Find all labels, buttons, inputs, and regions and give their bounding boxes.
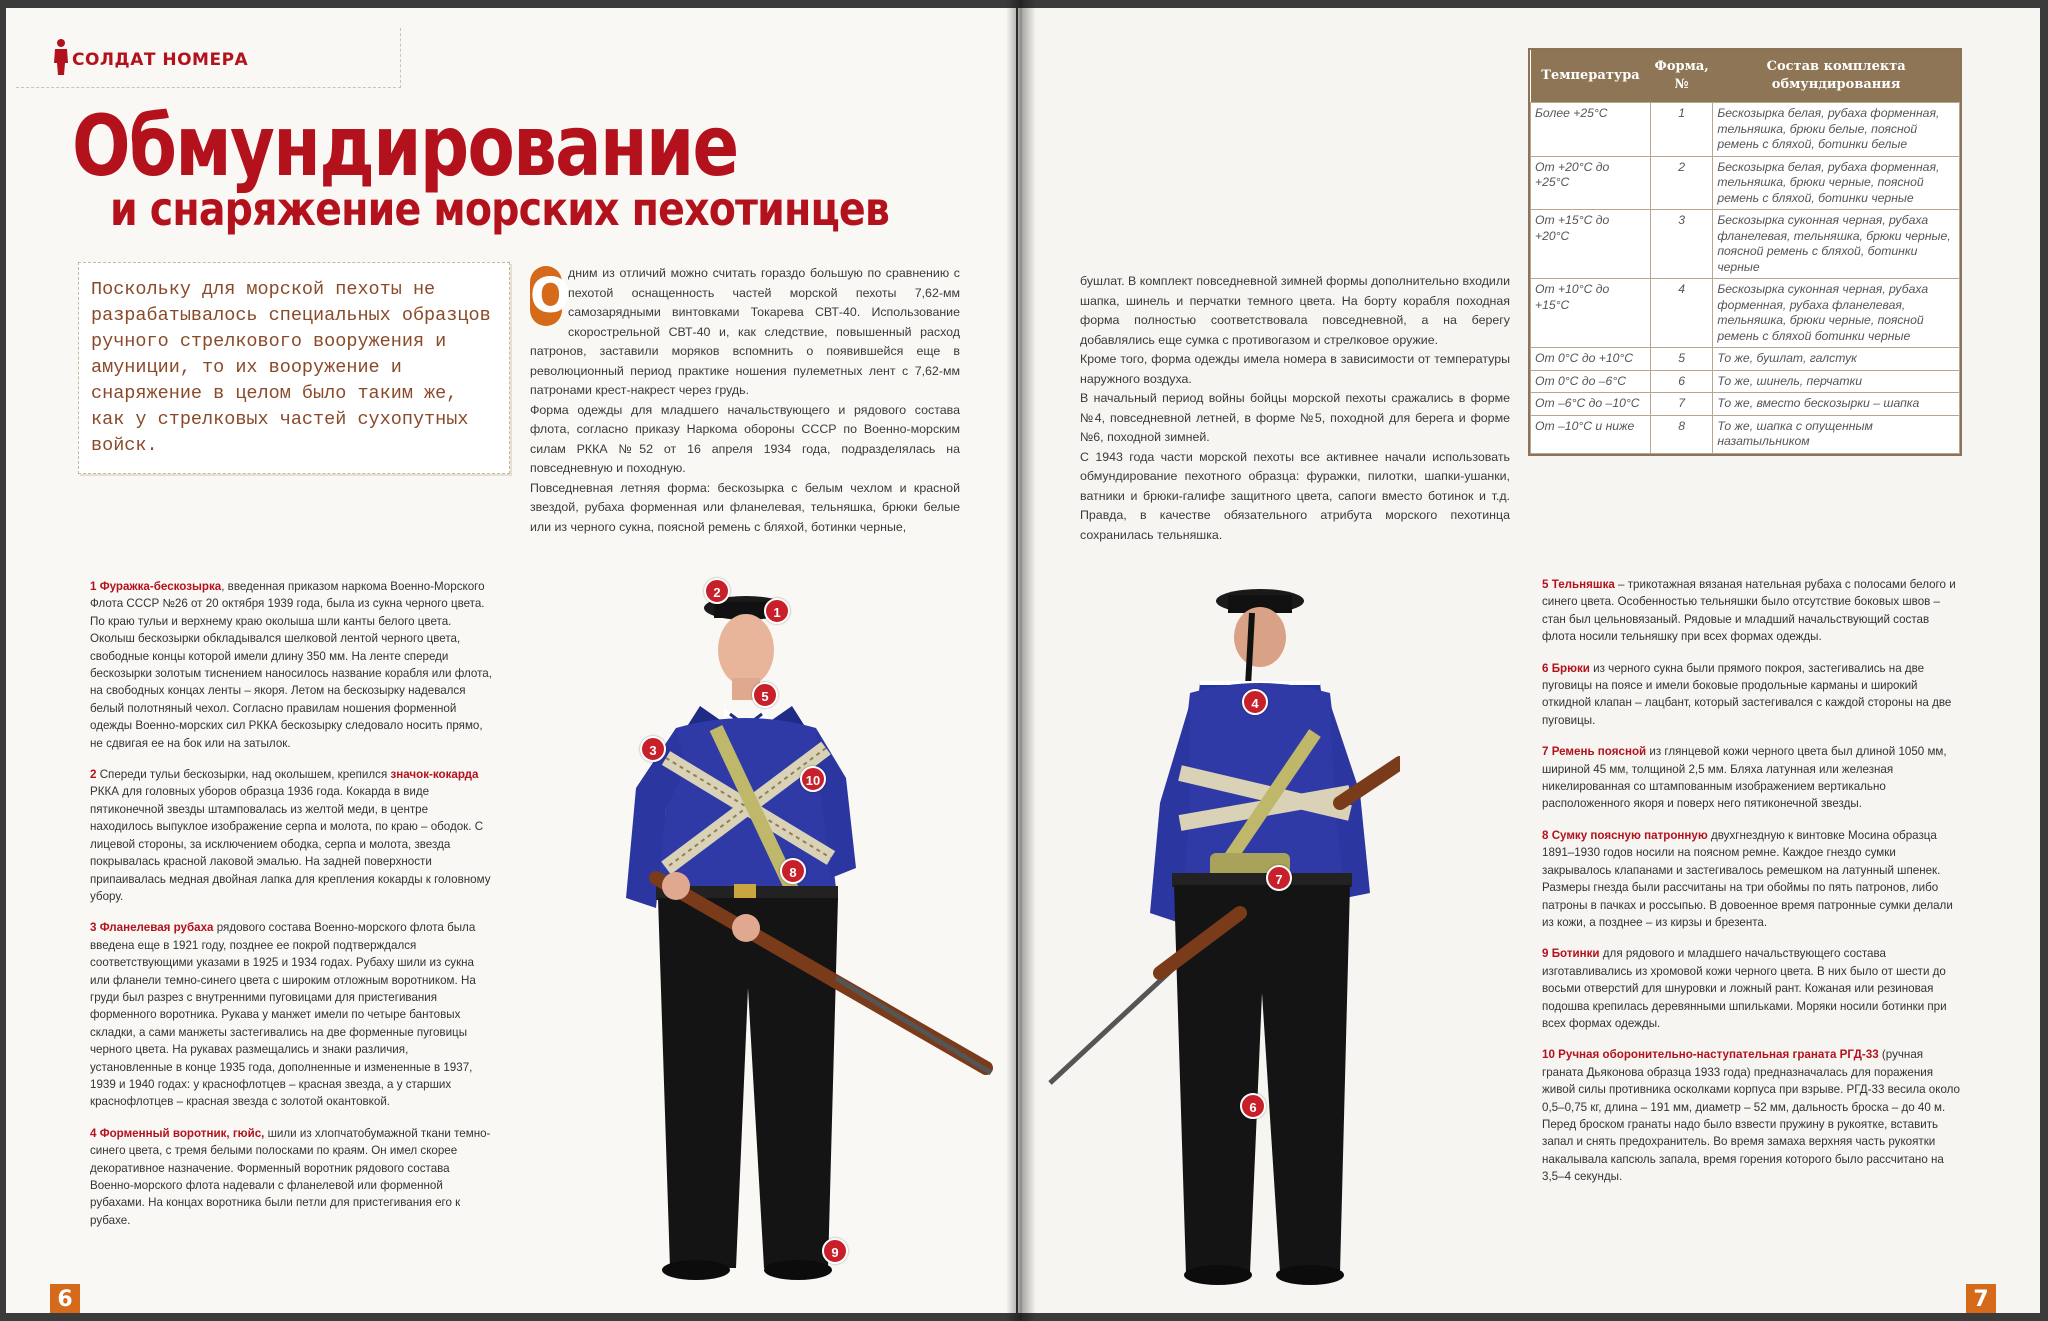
- table-row: От 0°С до –6°С 6 То же, шинель, перчатки: [1531, 370, 1960, 393]
- body-paragraph: В начальный период войны бойцы морской пехоты сражались в форме №4, повседневной летней, в форме №5, походной для берега и форме №6, походной зимней.: [1080, 391, 1510, 444]
- table-row: От +20°С до +25°С 2 Бескозырка белая, рубаха форменная, тельняшка, брюки черные, поясной ремень с бляхой, ботинки черные: [1531, 156, 1960, 210]
- caption-item: 5 Тельняшка – трикотажная вязаная нательная рубаха с полосами белого и синего цвета. Особенностью тельняшки было отсутствие боковых швов – стан был цельновязаный. Рядовые и младший начальствующий состав флота носили тельняшку при всех формах одежды.: [1542, 578, 1956, 644]
- dropcap: О: [530, 268, 571, 324]
- intro-paragraph: дним из отличий можно считать гораздо большую по сравнению с пехотой оснащенность частей морской пехоты 7,62-мм самозарядными винтовками Токарева СВТ-40. Использование скорострельной СВТ-40 и, как следствие, повышенный расход патронов, заставили моряков вспомнить о появившейся еще в революционный период практике ношения пулеметных лент с 7,62-мм патронами крест-накрест через грудь.: [530, 266, 960, 397]
- right-captions: [1542, 576, 1964, 1200]
- intro-paragraph: Повседневная летняя форма: бескозырка с белым чехлом и красной звездой, рубаха форменная или фланелевая, тельняшка, брюки белые или из черного сукна, поясной ремень с бляхой, ботинки черные,: [530, 480, 960, 534]
- sailor-back-figure: [1040, 573, 1400, 1293]
- right-body-text: [1080, 272, 1510, 545]
- intro-text: [530, 264, 960, 537]
- caption-item: 1 Фуражка-бескозырка, введенная приказом наркома Военно-Морского Флота СССР №26 от 20 октября 1939 года, была из сукна черного цвета. По краю тульи и верхнему краю околыша шли канты белого цвета. Околыш бескозырки обкладывался шелковой лентой черного цвета, свободные концы которой имели длину 350 мм. На ленте спереди бескозырки золотым тиснением наносилось название корабля или флота, на свободных концах ленты – якоря. Летом на бескозырку надевался белый полотняный чехол. Согласно правилам ношения форменной одежды Военно-морских сил РККА бескозырку следовало носить прямо, не сдвигая ее на бок или на затылок.: [90, 580, 492, 750]
- page-title-line2: и снаряжение морских пехотинцев: [110, 182, 890, 236]
- callout-badge: 10: [800, 766, 826, 792]
- page-number-left: 6: [50, 1284, 80, 1313]
- page-number-right: 7: [1966, 1284, 1996, 1313]
- caption-item: 4 Форменный воротник, гюйс, шили из хлопчатобумажной ткани темно-синего цвета, с тремя белыми полосками по краям. Он имел скорее декоративное назначение. Форменный воротник рядового состава Военно-морского флота надевали с фланелевой или форменной рубахами. На концах воротника были петли для пристегивания его к рубахе.: [90, 1126, 491, 1227]
- caption-item: 6 Брюки из черного сукна были прямого покроя, застегивались на две пуговицы на поясе и имели боковые продольные карманы и широкий откидной клапан – лацбант, который застегивался с каждой стороны на две пуговицы.: [1542, 661, 1952, 727]
- callout-badge: 6: [1240, 1093, 1266, 1119]
- body-paragraph: бушлат. В комплект повседневной зимней формы дополнительно входили шапка, шинель и перчатки темного цвета. На борту корабля походная форма полностью соответствовала повседневной, а на берегу добавлялись еще сумка с противогазом и стрелковое оружие.: [1080, 274, 1510, 347]
- right-page: [1018, 8, 2040, 1313]
- caption-item: 3 Фланелевая рубаха рядового состава Военно-морского флота была введена еще в 1921 году, позднее ее покрой подтверждался соответствующими указами в 1925 и 1934 годах. Рубаху шили из сукна или фланели темно-синего цвета с широким отложным воротником. На груди был разрез с внутренними пуговицами для пристегивания форменного воротника. Рукава у манжет имели по четыре бантовых складки, а сами манжеты застегивались на две форменные пуговицы черного цвета. На рукавах размещались и знаки различия, установленные в конце 1935 года, дополненные и измененные в 1937, 1939 и 1940 годах: у краснофлотцев – красная звезда, а у старших краснофлотцев – красная звезда с золотой окантовкой.: [90, 921, 476, 1109]
- page-title-line1: Обмундирование: [72, 97, 738, 195]
- caption-item: 9 Ботинки для рядового и младшего начальствующего состава изготавливались из хромовой кожи черного цвета. В них было от шести до восьми отверстий для шнуровки и ложный рант. Кожаная или резиновая подошва крепилась деревянными шпильками. Моряки носили ботинки при всех формах одежды.: [1542, 947, 1947, 1030]
- body-paragraph: Кроме того, форма одежды имела номера в зависимости от температуры наружного воздуха.: [1080, 352, 1510, 386]
- callout-badge: 4: [1242, 689, 1268, 715]
- sailor-front-figure: [596, 568, 996, 1288]
- caption-item: 7 Ремень поясной из глянцевой кожи черного цвета был длиной 1050 мм, шириной 45 мм, толщиной 2,5 мм. Бляха латунная или железная никелированная со штампованным изображением вертикально расположенного якоря и поверх него пятиконечной звезды.: [1542, 745, 1947, 811]
- left-captions: [90, 578, 494, 1243]
- table-row: Более +25°С 1 Бескозырка белая, рубаха форменная, тельняшка, брюки белые, поясной ремень с бляхой, ботинки белые: [1531, 103, 1960, 157]
- table-row: От +15°С до +20°С 3 Бескозырка суконная черная, рубаха фланелевая, тельняшка, брюки черные, поясной ремень с бляхой, ботинки черные: [1531, 210, 1960, 279]
- book-spine: [1006, 0, 1036, 1321]
- table-row: От 0°С до +10°С 5 То же, бушлат, галстук: [1531, 348, 1960, 371]
- callout-badge: 3: [640, 736, 666, 762]
- caption-item: 2 Спереди тульи бескозырки, над околышем, крепился значок-кокарда РККА для головных уборов образца 1936 года. Кокарда в виде пятиконечной звезды штамповалась из желтой меди, в центре находилось выпуклое изображение серпа и молота, по краю – ободок. С лицевой стороны, за исключением ободка, серпа и молота, звезда покрывалась красной лаковой эмалью. На задней поверхности припаивалась медная двойная лапка для крепления кокарды к головному убору.: [90, 768, 491, 903]
- left-page: [6, 8, 1016, 1313]
- front-soldier-illustration: [596, 568, 996, 1288]
- callout-badge: 5: [752, 682, 778, 708]
- rubric-box: [16, 28, 401, 88]
- body-paragraph: С 1943 года части морской пехоты все активнее начали использовать обмундирование пехотного образца: фуражки, пилотки, шапки-ушанки, ватники и брюки-галифе защитного цвета, сапоги вместо ботинок и т.д. Правда, в качестве обязательного атрибута морского пехотинца сохранилась тельняшка.: [1080, 449, 1510, 542]
- callout-badge: 1: [764, 598, 790, 624]
- caption-item: 8 Сумку поясную патронную двухгнездную к винтовке Мосина образца 1891–1930 годов носили на поясном ремне. Каждое гнездо сумки закрывалось клапанами и застегивалось ремешком на латунный шпенек. Размеры гнезда были рассчитаны на три обоймы по пять патронов, либо патроны в пачках и россыпью. В довоенное время патронные сумки делали из кожи, а позднее – из кирзы и брезента.: [1542, 828, 1953, 929]
- table-row: От –6°С до –10°С 7 То же, вместо бескозырки – шапка: [1531, 393, 1960, 416]
- lead-box: Поскольку для морской пехоты не разрабатывалось специальных образцов ручного стрелкового вооружения и амуниции, то их вооружение и снаряжение в целом было таким же, как у стрелковых частей сухопутных войск.: [78, 262, 510, 474]
- table-header: Состав комплекта обмундирования: [1713, 50, 1960, 103]
- intro-paragraph: Форма одежды для младшего начальствующего и рядового состава флота, согласно приказу Наркома обороны СССР по Военно-морским силам РККА №52 от 16 апреля 1934 года, подразделялась на повседневную и походную.: [530, 402, 960, 475]
- back-soldier-illustration: [1040, 573, 1400, 1293]
- uniform-table: [1528, 48, 1962, 456]
- rubric-label: СОЛДАТ НОМЕРА: [72, 50, 249, 70]
- callout-badge: 9: [822, 1238, 848, 1264]
- table-header: Температура: [1531, 50, 1651, 103]
- callout-badge: 8: [780, 858, 806, 884]
- caption-item: 10 Ручная оборонительно-наступательная граната РГД-33 (ручная граната Дьяконова образца 1933 года) предназначалась для поражения живой силы противника осколками корпуса при взрыве. РГД-33 весила около 0,5–0,75 кг, длина – 191 мм, диаметр – 52 мм, дальность броска – до 40 м. Перед броском гранаты надо было взвести пружину в рукоятке, вставить запал и снять предохранитель. Во время замаха верхняя часть рукоятки накалывала капсюль запала, время горения которого было рассчитано на 3,5–4 секунды.: [1542, 1048, 1960, 1184]
- table-header: Форма, №: [1651, 50, 1713, 103]
- table-row: От +10°С до +15°С 4 Бескозырка суконная черная, рубаха форменная, рубаха фланелевая, тельняшка, брюки черные, поясной ремень с бляхой ботинки черные: [1531, 279, 1960, 348]
- table-row: От –10°С и ниже 8 То же, шапка с опущенным назатыльником: [1531, 415, 1960, 453]
- soldier-figure-icon: [52, 38, 70, 76]
- callout-badge: 7: [1266, 865, 1292, 891]
- callout-badge: 2: [704, 578, 730, 604]
